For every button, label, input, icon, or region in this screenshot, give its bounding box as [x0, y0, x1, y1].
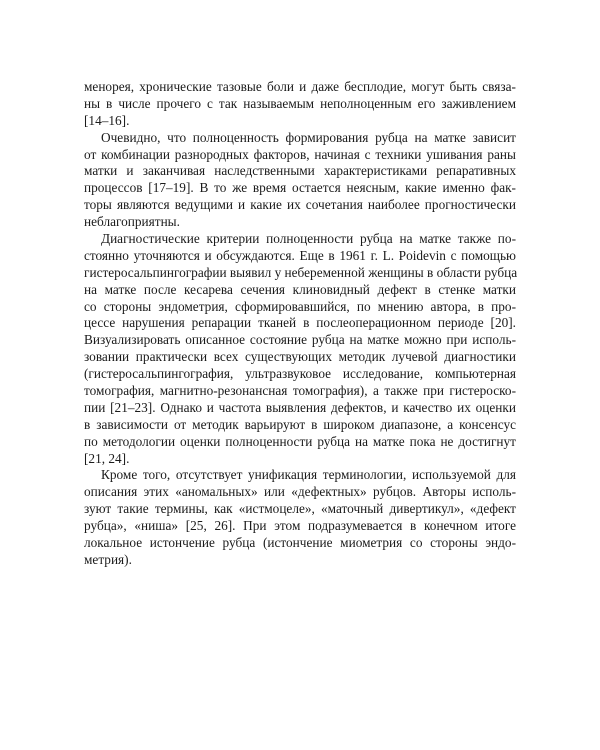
text-line: [21, 24]. — [84, 450, 130, 466]
text-line: неблагоприятны. — [84, 214, 180, 230]
text-line: (гистеросальпингография, ультразвуковое исследование, компьютерная — [84, 366, 516, 382]
text-line: Кроме того, отсутствует унификация терминологии, используемой для — [101, 467, 516, 483]
text-line: цессе нарушения репарации тканей в послеоперационном периоде [20]. — [84, 315, 516, 331]
text-line: стоянно уточняются и обсуждаются. Еще в 1961 г. L. Poidevin с помощью — [84, 247, 516, 263]
text-line: пии [21–23]. Однако и частота выявления дефектов, и качество их оценки — [84, 399, 516, 415]
paragraph-1 — [84, 79, 516, 130]
text-line: [14–16]. — [84, 112, 130, 128]
text-line: описания этих «аномальных» или «дефектных» рубцов. Авторы исполь- — [84, 484, 516, 500]
text-line: по методологии оценки полноценности рубца на матке пока не достигнут — [84, 433, 516, 449]
text-line: Очевидно, что полноценность формирования рубца на матке зависит — [101, 129, 516, 145]
document-page — [84, 79, 516, 569]
text-line: процессов [17–19]. В то же время остается неясным, какие именно фак- — [84, 180, 516, 196]
text-line: зовании практически всех существующих методик лучевой диагностики — [84, 349, 516, 365]
text-line: со стороны эндометрия, сформировавшийся, по мнению автора, в про- — [84, 298, 516, 314]
paragraph-4 — [84, 467, 516, 568]
text-line: торы являются ведущими и какие их сочетания наиболее прогностически — [84, 197, 516, 213]
text-line: томография, магнитно-резонансная томография), а также при гистероско- — [84, 383, 516, 399]
paragraph-3 — [84, 231, 516, 467]
text-line: рубца», «ниша» [25, 26]. При этом подразумевается в конечном итоге — [84, 518, 516, 534]
text-line: Диагностические критерии полноценности рубца на матке также по- — [101, 231, 516, 247]
text-line: метрия). — [84, 551, 132, 567]
text-line: Визуализировать описанное состояние рубца на матке можно при исполь- — [84, 332, 516, 348]
text-line: гистеросальпингографии выявил у небеременной женщины в области рубца — [84, 264, 518, 280]
text-line: матки и заканчивая наследственными характеристиками репаративных — [84, 163, 516, 179]
text-line: локальное истончение рубца (истончение миометрия со стороны эндо- — [84, 535, 516, 551]
text-line: от комбинации разнородных факторов, начиная с техники ушивания раны — [84, 146, 516, 162]
text-line: ны в числе прочего с так называемым неполноценным его заживлением — [84, 95, 516, 111]
text-line: в зависимости от методик варьируют в широком диапазоне, а консенсус — [84, 416, 516, 432]
paragraph-2 — [84, 130, 516, 231]
text-line: зуют такие термины, как «истмоцеле», «маточный дивертикул», «дефект — [84, 501, 516, 517]
text-line: на матке после кесарева сечения клиновидный дефект в стенке матки — [84, 281, 516, 297]
text-line: менорея, хронические тазовые боли и даже бесплодие, могут быть связа- — [84, 79, 516, 94]
